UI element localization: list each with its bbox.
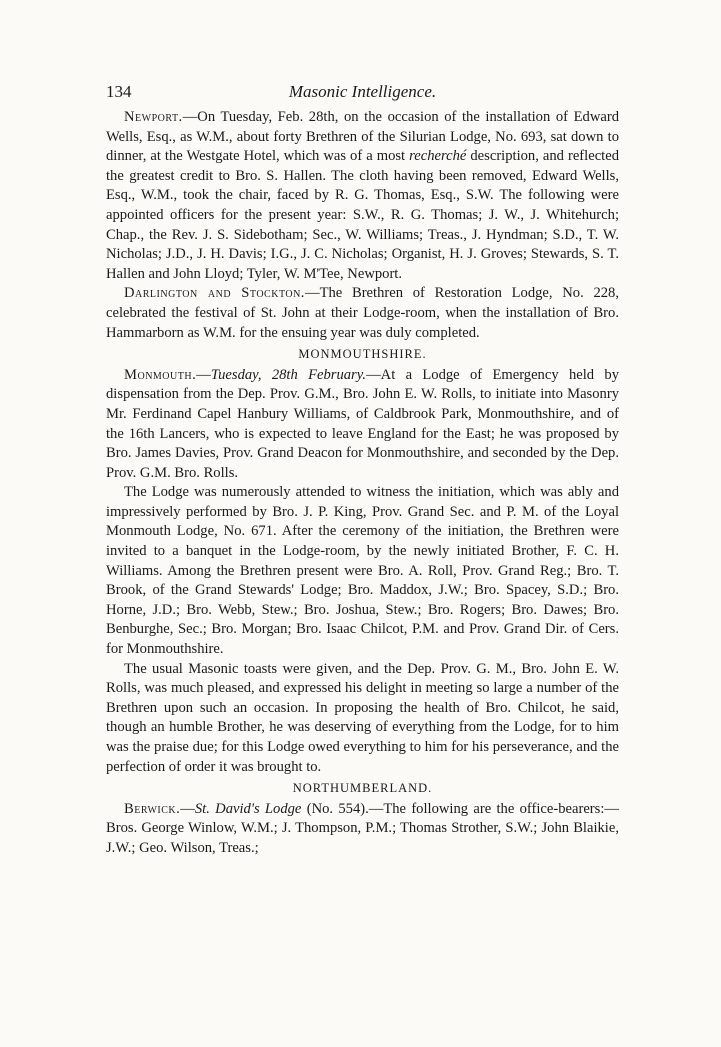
running-title: Masonic Intelligence.	[288, 82, 437, 101]
paragraph-monmouth	[106, 366, 619, 484]
text-monmouth-1: —	[196, 366, 211, 383]
italic-monmouth: Tuesday, 28th February.	[210, 366, 367, 383]
text-monmouth-2: —At a Lodge of Emergency held by dispensation from the Dep. Prov. G.M., Bro. John E. W. Rolls, to initiate into Masonry Mr. Ferdinand Capel Hanbury Williams, of Caldbrook Park, Monmouthshire, and of the 16th Lancers, who is expected to leave England for the East; he was proposed by Bro. James Davies, Prov. Grand Deacon for Monmouthshire, and seconded by the Dep. Prov. G.M. Bro. Rolls.	[106, 366, 619, 481]
heading-monmouthshire: MONMOUTHSHIRE.	[298, 347, 427, 362]
paragraph-monmouth-3: The usual Masonic toasts were given, and the Dep. Prov. G. M., Bro. John E. W. Rolls, was much pleased, and expressed his delight in meeting so large a number of the Brethren upon such an occasion. In proposing the health of Bro. Chilcot, he said, though an humble Brother, he was deserving of everything from the Lodge, for to him was the praise due; for this Lodge owed everything to him for his perseverance, and the perfection of order it was brought to.	[106, 660, 619, 775]
text-newport-1: —On Tuesday, Feb. 28th, on the occasion of the installation of Edward Wells, Esq., as W.M., about forty Brethren of the Silurian Lodge, No. 693, sat down to dinner, at the Westgate Hotel, which was of a most	[106, 109, 619, 165]
body-text	[106, 108, 619, 859]
paragraph-monmouth-2: The Lodge was numerously attended to witness the initiation, which was ably and impressively performed by Bro. J. P. King, Prov. Grand Sec. and P. M. of the Loyal Monmouth Lodge, No. 671. After the ceremony of the initiation, the Brethren were invited to a banquet in the Lodge-room, by the newly initiated Brother, F. C. H. Williams. Among the Brethren present were Bro. A. Roll, Prov. Grand Reg.; Bro. T. Brook, of the Grand Stewards' Lodge; Bro. Maddox, J.W.; Bro. Spacey, S.D.; Bro. Horne, J.D.; Bro. Webb, Stew.; Bro. Joshua, Stew.; Bro. Rogers; Bro. Dawes; Bro. Benburghe, Sec.; Bro. Morgan; Bro. Isaac Chilcot, P.M. and Prov. Grand Dir. of Cers. for Monmouthshire.	[106, 484, 619, 658]
italic-berwick: St. David's Lodge	[194, 800, 302, 817]
text-berwick-2: (No. 554).—The following are the office-bearers:—Bros. George Winlow, W.M.; J. Thompson, P.M.; Thomas Strother, S.W.; John Blaikie, J.W.; Geo. Wilson, Treas.;	[106, 800, 619, 856]
lead-newport: Newport.	[124, 109, 183, 125]
lead-berwick: Berwick.	[124, 800, 181, 817]
heading-northumberland: NORTHUMBERLAND.	[292, 781, 433, 796]
text-berwick-1: —	[180, 800, 195, 817]
page-number: 134	[106, 82, 132, 101]
running-head	[106, 82, 619, 108]
text-darlington: —The Brethren of Restoration Lodge, No. 228, celebrated the festival of St. John at their Lodge-room, when the installation of Bro. Hammarborn as W.M. for the ensuing year was duly completed.	[106, 285, 620, 341]
italic-newport: recherché	[409, 148, 467, 165]
paragraph-newport	[106, 108, 619, 284]
paragraph-darlington	[106, 284, 619, 343]
text-newport-2: description, and reflected the greatest credit to Bro. S. Hallen. The cloth having been removed, Edward Wells, Esq., W.M., took the chair, faced by R. G. Thomas, Esq., S.W. The following were appointed officers for the present year: S.W., R. G. Thomas; J. W., J. Whitehurch; Chap., the Rev. J. S. Sidebotham; Sec., W. Williams; Treas., J. Hyndman; S.D., T. W. Nicholas; J.D., J. H. Davis; I.G., J. C. Nicholas; Organist, H. J. Groves; Stewards, S. T. Hallen and John Lloyd; Tyler, W. M'Tee, Newport.	[106, 148, 620, 282]
paragraph-berwick	[106, 800, 619, 859]
lead-darlington: Darlington and Stockton.	[124, 285, 305, 302]
lead-monmouth: Monmouth.	[124, 366, 197, 383]
